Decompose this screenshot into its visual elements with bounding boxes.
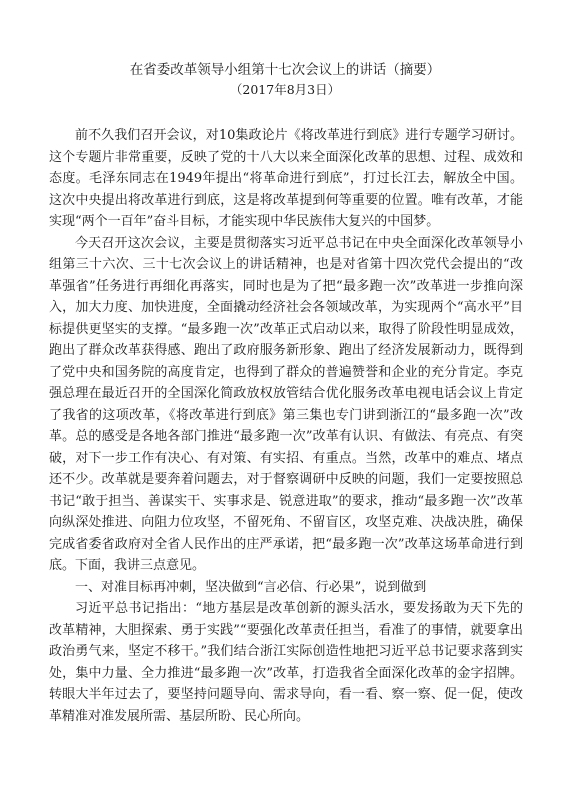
body-paragraph-2: 今天召开这次会议，主要是贯彻落实习近平总书记在中央全面深化改革领导小组第三十六次、三十七次会议上的讲话精神，也是对省第十四次党代会提出的“改革强省”任务进行再细化再落实，同时也是为了把“最多跑一次”改革进一步推向深入，加大力度、加快进度，全面撬动经济社会各领域改革，为实现两个“高水平”目标提供更坚实的支撑。“最多跑一次”改革正式启动以来，取得了阶段性明显成效，跑出了群众改革获得感、跑出了政府服务新形象、跑出了经济发展新动力，既得到了党中央和国务院的高度肯定，也得到了群众的普遍赞誉和企业的充分肯定。李克强总理在最近召开的全国深化简政放权放管结合优化服务改革电视电话会议上肯定了我省的这项改革，《将改革进行到底》第三集也专门讲到浙江的“最多跑一次”改革。总的感受是各地各部门推进“最多跑一次”改革有认识、有做法、有亮点、有突破，对下一步工作有决心、有对策、有实招、有重点。当然，改革中的难点、堵点还不少。改革就是要奔着问题去，对于督察调研中反映的问题，我们一定要按照总书记“敢于担当、善谋实干、实事求是、锐意进取”的要求，推动“最多跑一次”改革向纵深处推进、向阻力位攻坚，不留死角、不留盲区，攻坚克难、决战决胜，确保完成省委省政府对全省人民作出的庄严承诺，把“最多跑一次”改革这场革命进行到底。下面，我讲三点意见。 bbox=[49, 235, 523, 573]
section-paragraph: 习近平总书记指出：“地方基层是改革创新的源头活水，要发扬敢为天下先的改革精神，大胆探索、勇于实践”“要强化改革责任担当，看准了的事情，就要拿出政治勇气来，坚定不移干。”我们结合浙江实际创造性地把习近平总书记要求落到实处，集中力量、全力推进“最多跑一次”改革，打造我省全面深化改革的金字招牌。转眼大半年过去了，要坚持问题导向、需求导向，看一看、察一察、促一促，使改革精准对准发展所需、基层所盼、民心所向。 bbox=[49, 601, 523, 724]
document-body bbox=[49, 125, 523, 727]
section-heading: 一、对准目标再冲刺，坚决做到“言必信、行必果”，说到做到 bbox=[75, 579, 427, 595]
document-date: （2017年8月3日） bbox=[229, 82, 341, 97]
body-paragraph-1: 前不久我们召开会议，对10集政论片《将改革进行到底》进行专题学习研讨。这个专题片非常重要，反映了党的十八大以来全面深化改革的思想、过程、成效和态度。毛泽东同志在1949年提出“将革命进行到底”，打过长江去，解放全中国。这次中央提出将改革进行到底，这是将改革提到何等重要的位置。唯有改革，才能实现“两个一百年”奋斗目标，才能实现中华民族伟大复兴的中国梦。 bbox=[49, 128, 523, 229]
document-title: 在省委改革领导小组第十七次会议上的讲话（摘要） bbox=[129, 62, 441, 78]
